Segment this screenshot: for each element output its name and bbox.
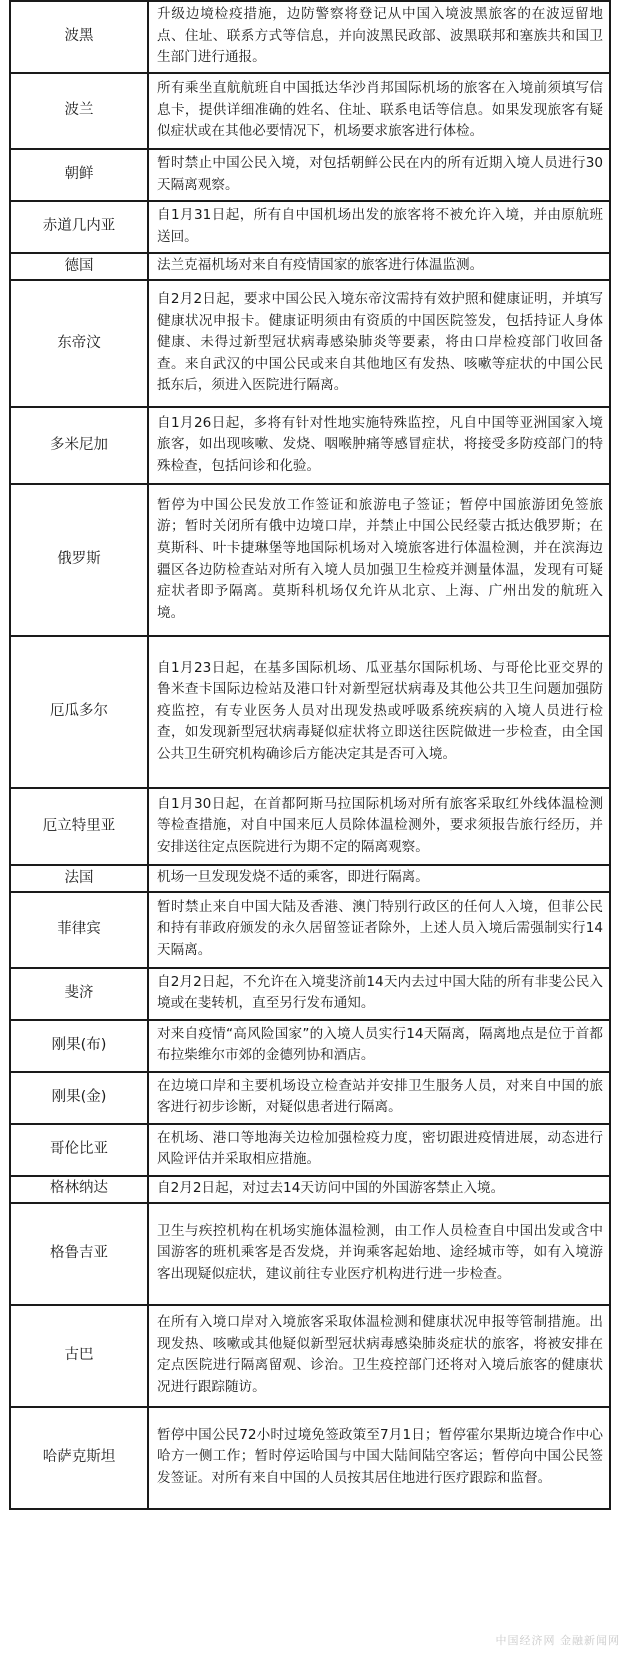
policy-cell: 在所有入境口岸对入境旅客采取体温检测和健康状况申报等管制措施。出现发热、咳嗽或其他疑似新型冠状病毒感染肺炎症状的旅客，将被安排在定点医院进行隔离留观、诊治。卫生疫控部门还将对入境后旅客的健康状况进行跟踪随访。 — [148, 1305, 610, 1407]
table-row — [10, 1203, 610, 1305]
entry-policy-table — [9, 0, 611, 1510]
country-cell: 刚果(布) — [10, 1020, 148, 1072]
country-cell: 厄立特里亚 — [10, 788, 148, 865]
policy-cell: 自1月31日起，所有自中国机场出发的旅客将不被允许入境，并由原航班送回。 — [148, 201, 610, 253]
table-row — [10, 1, 610, 73]
table-row — [10, 892, 610, 968]
watermark: 中国经济网 金融新闻网 — [495, 1634, 620, 1647]
table-row — [10, 1305, 610, 1407]
policy-cell: 升级边境检疫措施，边防警察将登记从中国入境波黑旅客的在波逗留地点、住址、联系方式等信息，并向波黑民政部、波黑联邦和塞族共和国卫生部门进行通报。 — [148, 1, 610, 73]
table-row — [10, 253, 610, 280]
policy-cell: 暂停中国公民72小时过境免签政策至7月1日；暂停霍尔果斯边境合作中心哈方一侧工作；暂时停运哈国与中国大陆间陆空客运；暂停向中国公民签发签证。对所有来自中国的人员按其居住地进行医疗跟踪和监督。 — [148, 1407, 610, 1509]
table-row — [10, 1176, 610, 1203]
policy-cell: 暂停为中国公民发放工作签证和旅游电子签证；暂停中国旅游团免签旅游；暂时关闭所有俄中边境口岸，并禁止中国公民经蒙古抵达俄罗斯；在莫斯科、叶卡捷琳堡等地国际机场对入境旅客进行体温检测，并在滨海边疆区各边防检查站对所有入境人员加强卫生检疫并测量体温，发现有可疑症状者即予隔离。莫斯科机场仅允许从北京、上海、广州出发的航班入境。 — [148, 484, 610, 636]
policy-cell: 机场一旦发现发烧不适的乘客，即进行隔离。 — [148, 865, 610, 892]
policy-cell: 暂时禁止中国公民入境，对包括朝鲜公民在内的所有近期入境人员进行30天隔离观察。 — [148, 149, 610, 201]
table-row — [10, 280, 610, 407]
policy-cell: 所有乘坐直航航班自中国抵达华沙肖邦国际机场的旅客在入境前须填写信息卡，提供详细准确的姓名、住址、联系电话等信息。如果发现旅客有疑似症状或在其他必要情况下，机场要求旅客进行体检。 — [148, 73, 610, 149]
policy-cell: 法兰克福机场对来自有疫情国家的旅客进行体温监测。 — [148, 253, 610, 280]
policy-cell: 暂时禁止来自中国大陆及香港、澳门特别行政区的任何人入境，但菲公民和持有菲政府颁发的永久居留签证者除外，上述人员入境后需强制实行14天隔离。 — [148, 892, 610, 968]
country-cell: 波黑 — [10, 1, 148, 73]
country-cell: 法国 — [10, 865, 148, 892]
country-cell: 厄瓜多尔 — [10, 636, 148, 788]
table-row — [10, 73, 610, 149]
country-cell: 多米尼加 — [10, 407, 148, 484]
policy-cell: 在边境口岸和主要机场设立检查站并安排卫生服务人员，对来自中国的旅客进行初步诊断，对疑似患者进行隔离。 — [148, 1072, 610, 1124]
country-cell: 斐济 — [10, 968, 148, 1020]
country-cell: 哈萨克斯坦 — [10, 1407, 148, 1509]
country-cell: 菲律宾 — [10, 892, 148, 968]
table-row — [10, 484, 610, 636]
country-cell: 德国 — [10, 253, 148, 280]
country-cell: 格林纳达 — [10, 1176, 148, 1203]
country-cell: 俄罗斯 — [10, 484, 148, 636]
policy-cell: 在机场、港口等地海关边检加强检疫力度，密切跟进疫情进展，动态进行风险评估并采取相应措施。 — [148, 1124, 610, 1176]
policy-cell: 对来自疫情“高风险国家”的入境人员实行14天隔离，隔离地点是位于首都布拉柴维尔市郊的金德列协和酒店。 — [148, 1020, 610, 1072]
country-cell: 波兰 — [10, 73, 148, 149]
country-cell: 哥伦比亚 — [10, 1124, 148, 1176]
table-row — [10, 865, 610, 892]
table-row — [10, 1020, 610, 1072]
table-row — [10, 1072, 610, 1124]
policy-cell: 自2月2日起，不允许在入境斐济前14天内去过中国大陆的所有非斐公民入境或在斐转机，直至另行发布通知。 — [148, 968, 610, 1020]
country-cell: 古巴 — [10, 1305, 148, 1407]
table-row — [10, 1407, 610, 1509]
table-row — [10, 636, 610, 788]
table-row — [10, 1124, 610, 1176]
policy-cell: 自1月30日起，在首都阿斯马拉国际机场对所有旅客采取红外线体温检测等检查措施，对自中国来厄人员除体温检测外，要求须报告旅行经历，并安排送往定点医院进行为期不定的隔离观察。 — [148, 788, 610, 865]
table-row — [10, 968, 610, 1020]
country-cell: 刚果(金) — [10, 1072, 148, 1124]
country-cell: 东帝汶 — [10, 280, 148, 407]
country-cell: 格鲁吉亚 — [10, 1203, 148, 1305]
policy-cell: 自2月2日起，对过去14天访问中国的外国游客禁止入境。 — [148, 1176, 610, 1203]
table-row — [10, 201, 610, 253]
table-row — [10, 788, 610, 865]
table-row — [10, 407, 610, 484]
policy-cell: 自1月26日起，多将有针对性地实施特殊监控，凡自中国等亚洲国家入境旅客，如出现咳嗽、发烧、咽喉肿痛等感冒症状，将接受多防疫部门的特殊检查，包括问诊和化验。 — [148, 407, 610, 484]
table-row — [10, 149, 610, 201]
policy-cell: 自1月23日起，在基多国际机场、瓜亚基尔国际机场、与哥伦比亚交界的鲁米查卡国际边检站及港口针对新型冠状病毒及其他公共卫生问题加强防疫监控，有专业医务人员对出现发热或呼吸系统疾病的入境人员进行检查，如发现新型冠状病毒疑似症状将立即送往医院做进一步检查，由全国公共卫生研究机构确诊后方能决定其是否可入境。 — [148, 636, 610, 788]
policy-cell: 自2月2日起，要求中国公民入境东帝汶需持有效护照和健康证明，并填写健康状况申报卡。健康证明须由有资质的中国医院签发，包括持证人身体健康、未得过新型冠状病毒感染肺炎等要素，将由口岸检疫部门收回备查。来自武汉的中国公民或来自其他地区有发热、咳嗽等症状的中国公民抵东后，须进入医院进行隔离。 — [148, 280, 610, 407]
country-cell: 朝鲜 — [10, 149, 148, 201]
policy-cell: 卫生与疾控机构在机场实施体温检测，由工作人员检查自中国出发或含中国游客的班机乘客是否发烧，并询乘客起始地、途经城市等，如有入境游客出现疑似症状，建议前往专业医疗机构进行进一步检查。 — [148, 1203, 610, 1305]
country-cell: 赤道几内亚 — [10, 201, 148, 253]
